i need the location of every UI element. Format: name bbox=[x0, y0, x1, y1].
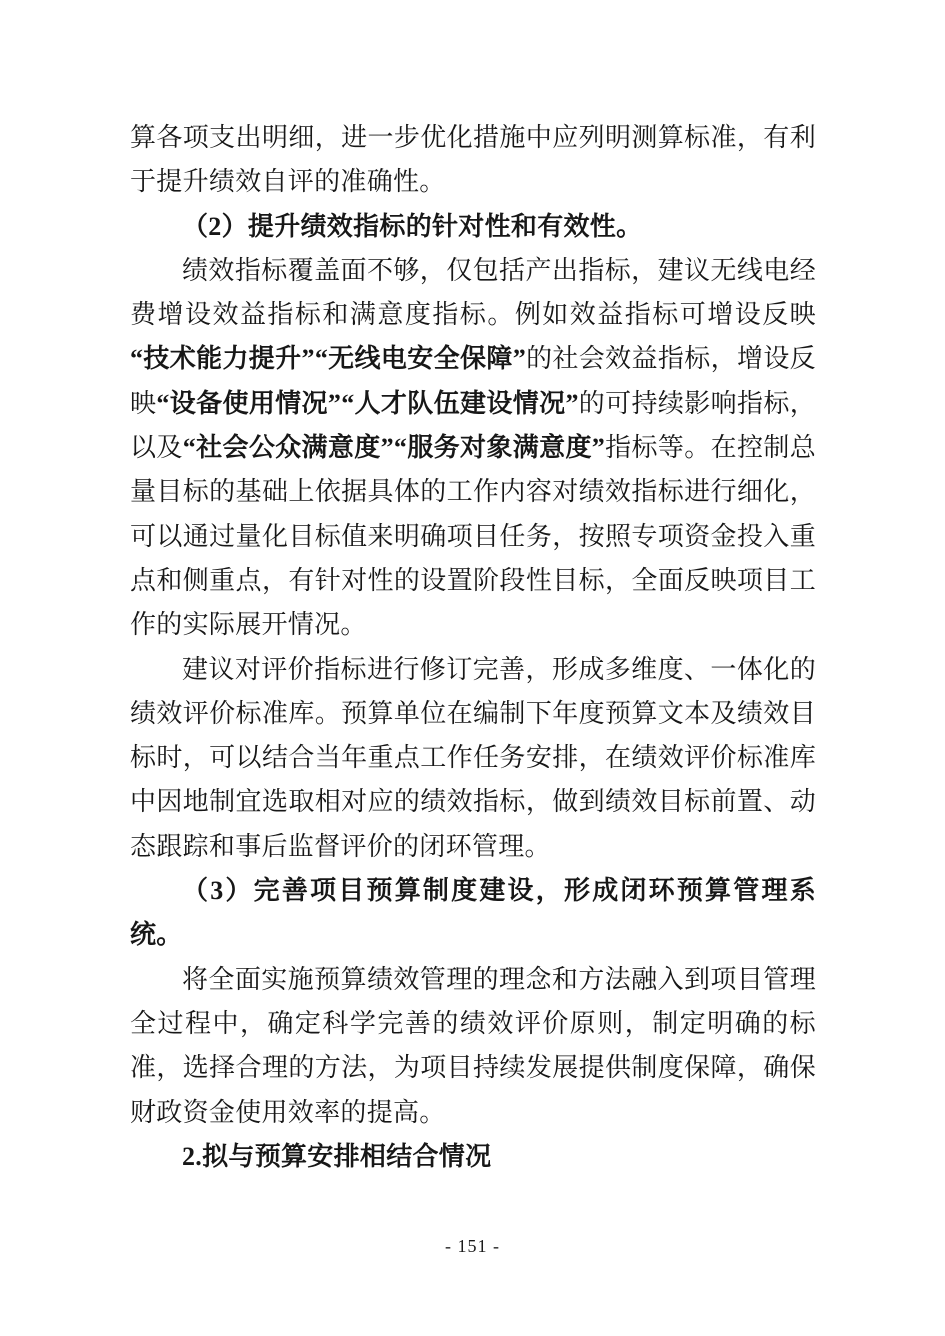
body-paragraph bbox=[130, 648, 816, 869]
text-run: 建议对评价指标进行修订完善，形成多维度、一体化的绩效评价标准库。预算单位在编制下年度预算文本及绩效目标时，可以结合当年重点工作任务安排，在绩效评价标准库中因地制宜选取相对应的绩效指标，做到绩效目标前置、动态跟踪和事后监督评价的闭环管理。 bbox=[130, 654, 816, 861]
body-paragraph bbox=[130, 958, 816, 1135]
text-run: 的可持续影响指标，以及 bbox=[130, 388, 816, 463]
bold-text-run: （2）提升绩效指标的针对性和有效性。 bbox=[182, 211, 643, 241]
section-heading bbox=[130, 205, 816, 249]
text-run: 绩效指标覆盖面不够，仅包括产出指标，建议无线电经费增设效益指标和满意度指标。例如效益指标可增设反映 bbox=[130, 255, 816, 330]
body-paragraph bbox=[130, 116, 816, 205]
body-paragraph bbox=[130, 249, 816, 648]
text-run: 算各项支出明细，进一步优化措施中应列明测算标准，有利于提升绩效自评的准确性。 bbox=[130, 123, 816, 197]
text-run: 将全面实施预算绩效管理的理念和方法融入到项目管理全过程中，确定科学完善的绩效评价原则，制定明确的标准，选择合理的方法，为项目持续发展提供制度保障，确保财政资金使用效率的提高。 bbox=[130, 964, 816, 1127]
bold-text-run: “社会公众满意度”“服务对象满意度” bbox=[182, 433, 606, 463]
section-heading bbox=[130, 869, 816, 958]
bold-text-run: （3）完善项目预算制度建设，形成闭环预算管理系统。 bbox=[130, 876, 816, 950]
bold-text-run: “技术能力提升”“无线电安全保障” bbox=[130, 344, 527, 374]
section-heading bbox=[130, 1135, 816, 1179]
page-body bbox=[130, 116, 816, 1179]
page-number: - 151 - bbox=[445, 1236, 500, 1256]
text-run: 指标等。在控制总量目标的基础上依据具体的工作内容对绩效指标进行细化，可以通过量化目标值来明确项目任务，按照专项资金投入重点和侧重点，有针对性的设置阶段性目标，全面反映项目工作的实际展开情况。 bbox=[130, 433, 816, 640]
page-footer bbox=[0, 1236, 945, 1257]
text-run: 的社会效益指标，增设反映 bbox=[130, 344, 816, 418]
bold-text-run: 2.拟与预算安排相结合情况 bbox=[182, 1141, 492, 1171]
bold-text-run: “设备使用情况”“人才队伍建设情况” bbox=[156, 388, 579, 418]
